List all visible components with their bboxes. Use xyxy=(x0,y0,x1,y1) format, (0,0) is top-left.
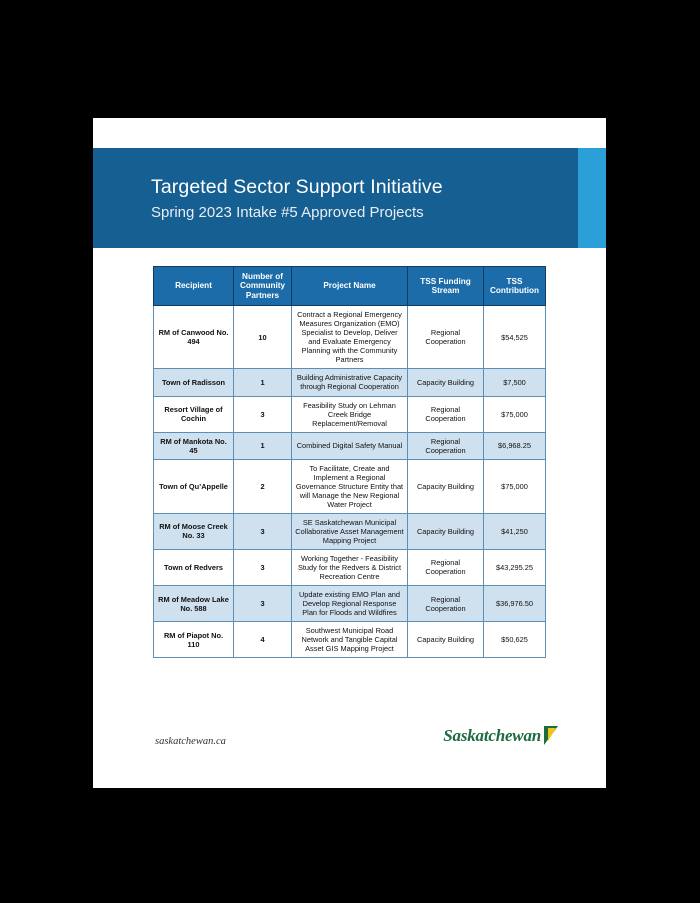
logo-wordmark: Saskatchewan xyxy=(443,726,541,745)
table-row xyxy=(154,306,546,369)
cell-project: To Facilitate, Create and Implement a Regional Governance Structure Entity that will Manage the New Regional Water Project xyxy=(292,459,408,513)
column-header-recipient: Recipient xyxy=(154,267,234,306)
cell-contribution: $54,525 xyxy=(484,306,546,369)
cell-contribution: $36,976.50 xyxy=(484,586,546,622)
cell-project: Southwest Municipal Road Network and Tangible Capital Asset GIS Mapping Project xyxy=(292,622,408,658)
cell-partners: 2 xyxy=(234,459,292,513)
cell-recipient: RM of Moose Creek No. 33 xyxy=(154,513,234,549)
cell-project: SE Saskatchewan Municipal Collaborative Asset Management Mapping Project xyxy=(292,513,408,549)
cell-contribution: $43,295.25 xyxy=(484,549,546,585)
cell-partners: 1 xyxy=(234,369,292,396)
table-row xyxy=(154,369,546,396)
table-row xyxy=(154,513,546,549)
document-page xyxy=(93,118,606,788)
table-row xyxy=(154,432,546,459)
cell-contribution: $50,625 xyxy=(484,622,546,658)
cell-stream: Capacity Building xyxy=(408,622,484,658)
table-row xyxy=(154,549,546,585)
cell-project: Working Together - Feasibility Study for the Redvers & District Recreation Centre xyxy=(292,549,408,585)
column-header-funding-stream: TSS Funding Stream xyxy=(408,267,484,306)
column-header-partners: Number of Community Partners xyxy=(234,267,292,306)
approved-projects-table xyxy=(153,266,546,658)
cell-recipient: RM of Mankota No. 45 xyxy=(154,432,234,459)
cell-contribution: $41,250 xyxy=(484,513,546,549)
cell-contribution: $6,968.25 xyxy=(484,432,546,459)
cell-project: Contract a Regional Emergency Measures Organization (EMO) Specialist to Develop, Deliver and Evaluate Emergency Planning with the Community Partners xyxy=(292,306,408,369)
table-row xyxy=(154,459,546,513)
cell-contribution: $75,000 xyxy=(484,396,546,432)
cell-project: Building Administrative Capacity through Regional Cooperation xyxy=(292,369,408,396)
cell-stream: Capacity Building xyxy=(408,369,484,396)
cell-recipient: Town of Radisson xyxy=(154,369,234,396)
cell-recipient: Town of Qu’Appelle xyxy=(154,459,234,513)
cell-partners: 10 xyxy=(234,306,292,369)
cell-project: Feasibility Study on Lehman Creek Bridge Replacement/Removal xyxy=(292,396,408,432)
table-row xyxy=(154,586,546,622)
cell-partners: 3 xyxy=(234,586,292,622)
cell-recipient: RM of Piapot No. 110 xyxy=(154,622,234,658)
header-band xyxy=(93,148,606,248)
cell-stream: Regional Cooperation xyxy=(408,306,484,369)
cell-project: Combined Digital Safety Manual xyxy=(292,432,408,459)
cell-recipient: RM of Meadow Lake No. 588 xyxy=(154,586,234,622)
footer-website-url: saskatchewan.ca xyxy=(155,736,226,747)
cell-stream: Regional Cooperation xyxy=(408,396,484,432)
cell-partners: 3 xyxy=(234,549,292,585)
column-header-contribution: TSS Contribution xyxy=(484,267,546,306)
cell-recipient: Town of Redvers xyxy=(154,549,234,585)
cell-stream: Capacity Building xyxy=(408,513,484,549)
cell-stream: Capacity Building xyxy=(408,459,484,513)
cell-recipient: RM of Canwood No. 494 xyxy=(154,306,234,369)
table-header-row xyxy=(154,267,546,306)
cell-stream: Regional Cooperation xyxy=(408,549,484,585)
saskatchewan-flag-icon xyxy=(544,726,558,745)
saskatchewan-logo xyxy=(443,726,558,746)
table-row xyxy=(154,622,546,658)
cell-partners: 1 xyxy=(234,432,292,459)
cell-partners: 4 xyxy=(234,622,292,658)
cell-stream: Regional Cooperation xyxy=(408,432,484,459)
cell-stream: Regional Cooperation xyxy=(408,586,484,622)
cell-contribution: $7,500 xyxy=(484,369,546,396)
header-band-accent xyxy=(578,148,606,248)
page-title: Targeted Sector Support Initiative xyxy=(151,176,443,198)
cell-project: Update existing EMO Plan and Develop Regional Response Plan for Floods and Wildfires xyxy=(292,586,408,622)
column-header-project-name: Project Name xyxy=(292,267,408,306)
cell-partners: 3 xyxy=(234,396,292,432)
cell-recipient: Resort Village of Cochin xyxy=(154,396,234,432)
cell-contribution: $75,000 xyxy=(484,459,546,513)
cell-partners: 3 xyxy=(234,513,292,549)
table-row xyxy=(154,396,546,432)
page-subtitle: Spring 2023 Intake #5 Approved Projects xyxy=(151,204,424,221)
